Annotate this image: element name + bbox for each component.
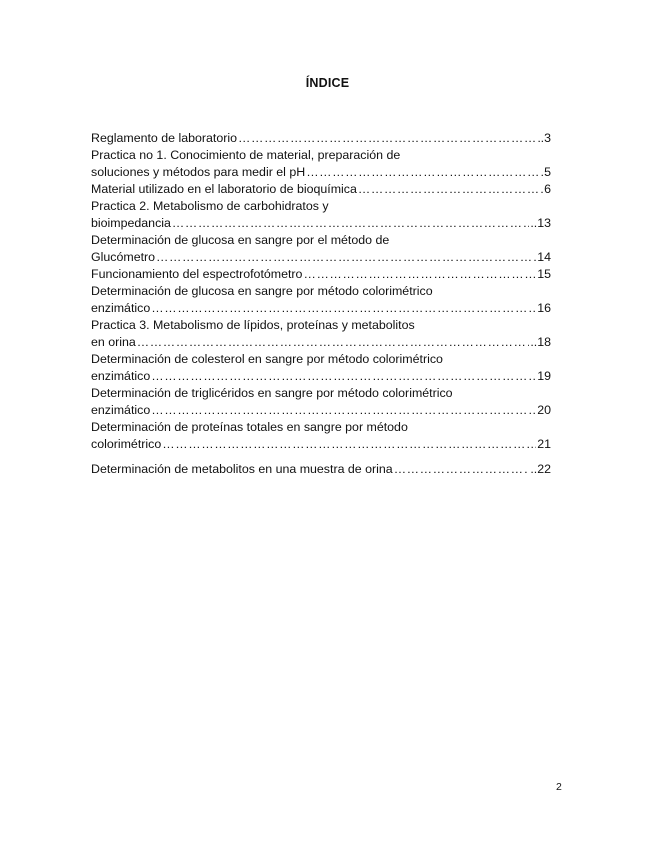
toc-entry-title: Glucómetro — [91, 250, 156, 264]
toc-entry — [91, 461, 551, 478]
toc-leader-line — [91, 266, 551, 283]
toc-page-number: 20 — [537, 403, 551, 417]
toc-entry-title-line: Practica 2. Metabolismo de carbohidratos y — [91, 199, 329, 213]
toc-entry — [91, 385, 551, 419]
toc-entry — [91, 198, 551, 232]
toc-entry — [91, 419, 551, 453]
toc-page-number: 21 — [537, 437, 551, 451]
toc-leader-dots — [156, 249, 536, 266]
toc-leader-dots — [394, 461, 530, 478]
page-number: 2 — [556, 781, 562, 793]
toc-leader-dots — [303, 266, 536, 283]
toc-entry-title: Funcionamiento del espectrofotómetro — [91, 267, 303, 281]
toc-entry-title-line: Determinación de glucosa en sangre por el método de — [91, 233, 390, 247]
toc-entry-title: Determinación de metabolitos en una muestra de orina — [91, 462, 393, 476]
toc-entry-title: en orina — [91, 335, 136, 349]
toc-leader-dots — [162, 436, 536, 453]
toc-entry-title: enzimático — [91, 369, 151, 383]
toc-entry-title: enzimático — [91, 403, 151, 417]
toc-page-number: .3 — [540, 131, 551, 145]
toc-leader-line — [91, 334, 551, 351]
toc-page-number: ..13 — [530, 216, 551, 230]
toc-page-number: 5 — [544, 165, 551, 179]
toc-entry-title-line: Determinación de glucosa en sangre por método colorimétrico — [91, 284, 433, 298]
toc-entry — [91, 351, 551, 385]
toc-leader-dots — [306, 164, 543, 181]
toc-leader-line — [91, 461, 551, 478]
toc-entry-title: colorimétrico — [91, 437, 162, 451]
toc-page-number: 16 — [537, 301, 551, 315]
toc-leader-line — [91, 249, 551, 266]
toc-leader-dots — [358, 181, 543, 198]
toc-leader-line — [91, 130, 551, 147]
toc-leader-line — [91, 300, 551, 317]
toc-leader-line — [91, 181, 551, 198]
toc-leader-line — [91, 164, 551, 181]
toc-entry-title-line: Determinación de triglicéridos en sangre por método colorimétrico — [91, 386, 453, 400]
toc-entry-title-line: Practica 3. Metabolismo de lípidos, proteínas y metabolitos — [91, 318, 415, 332]
toc-entry — [91, 130, 551, 147]
toc-entry-title: soluciones y métodos para medir el pH — [91, 165, 306, 179]
toc-page-number: 14 — [537, 250, 551, 264]
toc-page-number: 19 — [537, 369, 551, 383]
toc-page-number: 15 — [537, 267, 551, 281]
table-of-contents — [91, 130, 551, 478]
toc-entry — [91, 147, 551, 181]
toc-leader-dots — [151, 402, 536, 419]
toc-page-number: ..22 — [530, 462, 551, 476]
toc-entry-title-line: Practica no 1. Conocimiento de material, preparación de — [91, 148, 401, 162]
toc-entry — [91, 317, 551, 351]
toc-leader-line — [91, 436, 551, 453]
toc-entry-title: enzimático — [91, 301, 151, 315]
toc-leader-line — [91, 402, 551, 419]
toc-leader-dots — [238, 130, 540, 147]
toc-entry-title: Reglamento de laboratorio — [91, 131, 238, 145]
toc-page-number: ..18 — [530, 335, 551, 349]
toc-entry-title: Material utilizado en el laboratorio de bioquímica — [91, 182, 357, 196]
toc-entry-title-line: Determinación de proteínas totales en sangre por método — [91, 420, 408, 434]
toc-page-number: 6 — [544, 182, 551, 196]
page-title: ÍNDICE — [305, 76, 350, 90]
toc-leader-line — [91, 215, 551, 232]
toc-leader-dots — [137, 334, 530, 351]
toc-leader-dots — [172, 215, 529, 232]
toc-entry — [91, 232, 551, 266]
toc-leader-dots — [151, 300, 536, 317]
toc-leader-line — [91, 368, 551, 385]
toc-entry — [91, 283, 551, 317]
toc-leader-dots — [151, 368, 536, 385]
toc-entry-title: bioimpedancia — [91, 216, 171, 230]
toc-entry-title-line: Determinación de colesterol en sangre por método colorimétrico — [91, 352, 443, 366]
toc-entry — [91, 266, 551, 283]
toc-entry — [91, 181, 551, 198]
